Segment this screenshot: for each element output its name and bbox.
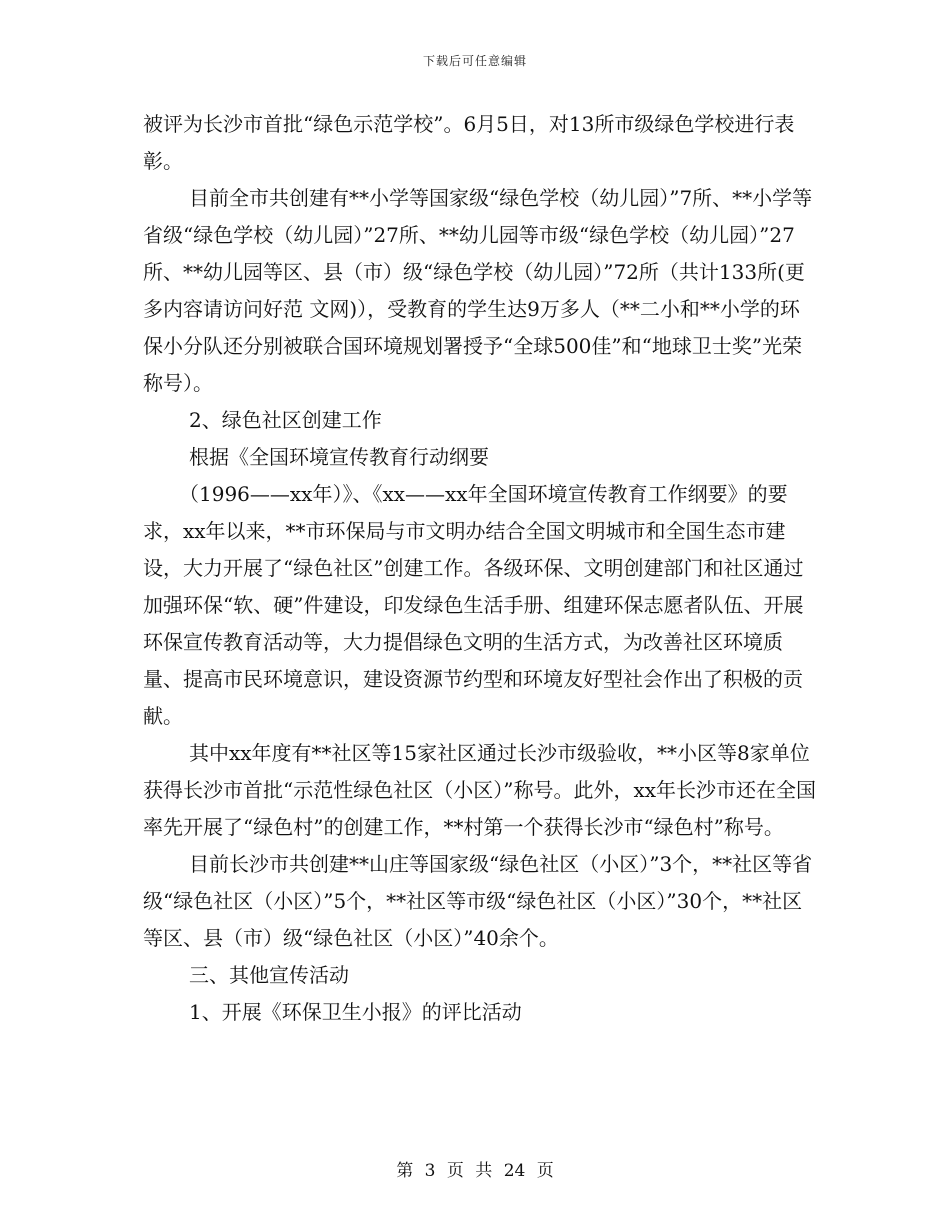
paragraph-6: 目前长沙市共创建**山庄等国家级“绿色社区（小区）”3个，**社区等省级“绿色社区（小区）”5个，**社区等市级“绿色社区（小区）”30个，**社区等区、县（市）级“绿色社区（小区）”40余个。 bbox=[143, 852, 813, 950]
section-heading-other-activities: 三、其他宣传活动 bbox=[189, 963, 349, 987]
paragraph-1: 被评为长沙市首批“绿色示范学校”。6月5日，对13所市级绿色学校进行表彰。 bbox=[143, 112, 795, 173]
section-heading-green-community: 2、绿色社区创建工作 bbox=[189, 408, 382, 432]
section-heading-newspaper-contest: 1、开展《环保卫生小报》的评比活动 bbox=[189, 1000, 522, 1024]
paragraph-2: 目前全市共创建有**小学等国家级“绿色学校（幼儿园）”7所、**小学等省级“绿色学校（幼儿园）”27所、**幼儿园等市级“绿色学校（幼儿园）”27所、**幼儿园等区、县（市）级“绿色学校（幼儿园）”72所（共计133所(更多内容请访问好范 文网)），受教育的学生达9万多人（**二小和**小学的环保小分队还分别被联合国环境规划署授予“全球500佳”和“地球卫士奖”光荣称号）。 bbox=[143, 186, 813, 395]
paragraph-5: 其中xx年度有**社区等15家社区通过长沙市级验收，**小区等8家单位获得长沙市首批“示范性绿色社区（小区）”称号。此外，xx年长沙市还在全国率先开展了“绿色村”的创建工作，**村第一个获得长沙市“绿色村”称号。 bbox=[143, 741, 817, 839]
page-header: 下载后可任意编辑 bbox=[422, 54, 527, 68]
page-footer: 第 3 页 共 24 页 bbox=[396, 1161, 554, 1181]
paragraph-4: （1996——xx年）》、《xx——xx年全国环境宣传教育工作纲要》的要求，xx年以来，**市环保局与市文明办结合全国文明城市和全国生态市建设，大力开展了“绿色社区”创建工作。各级环保、文明创建部门和社区通过加强环保“软、硬”件建设，印发绿色生活手册、组建环保志愿者队伍、开展环保宣传教育活动等，大力提倡绿色文明的生活方式，为改善社区环境质量、提高市民环境意识，建设资源节约型和环境友好型社会作出了积极的贡献。 bbox=[143, 482, 804, 728]
paragraph-3: 根据《全国环境宣传教育行动纲要 bbox=[189, 445, 489, 469]
document-body bbox=[143, 106, 818, 1031]
